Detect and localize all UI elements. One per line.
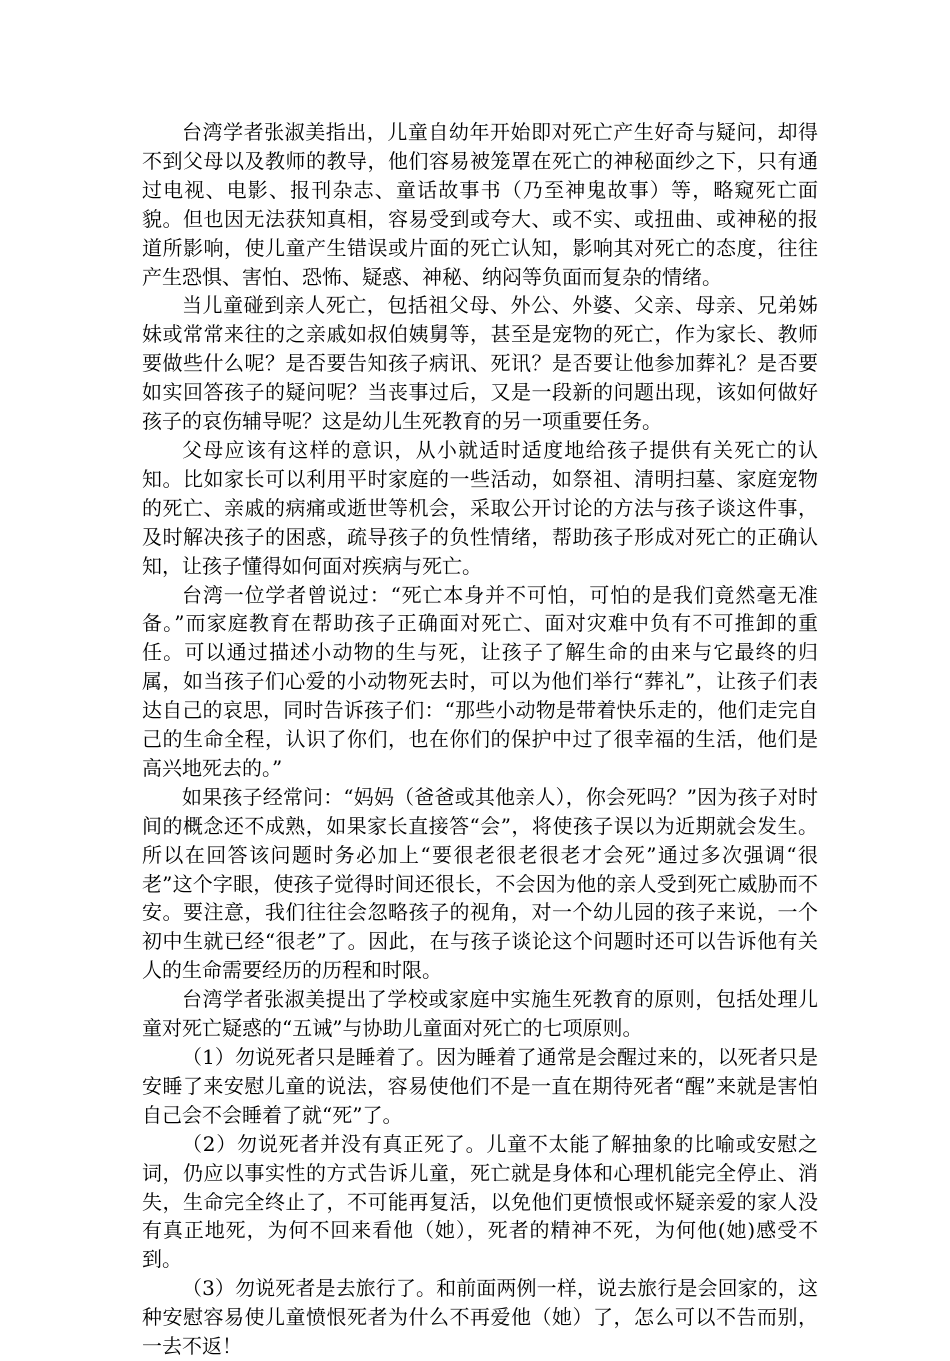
- paragraph-child-question: 如果孩子经常问：“妈妈（爸爸或其他亲人），你会死吗？”因为孩子对时间的概念还不成熟，如果家长直接答“会”，将使孩子误以为近期就会发生。所以在回答该问题时务必加上“要很老很老很老才会死”通过多次强调“很老”这个字眼，使孩子觉得时间还很长，不会因为他的亲人受到死亡威胁而不安。要注意，我们往往会忽略孩子的视角，对一个幼儿园的孩子来说，一个初中生就已经“很老”了。因此，在与孩子谈论这个问题时还可以告诉他有关人的生命需要经历的历程和时限。: [142, 784, 818, 983]
- paragraph-family-education: 台湾一位学者曾说过：“死亡本身并不可怕，可怕的是我们竟然毫无准备。”而家庭教育在帮助孩子正确面对死亡、面对灾难中负有不可推卸的重任。可以通过描述小动物的生与死，让孩子了解生命的由来与它最终的归属，如当孩子们心爱的小动物死去时，可以为他们举行“葬礼”，让孩子们表达自己的哀思，同时告诉孩子们：“那些小动物是带着快乐走的，他们走完自己的生命全程，认识了你们，也在你们的保护中过了很幸福的生活，他们是高兴地死去的。”: [142, 582, 818, 780]
- paragraph-rule-3: （3）勿说死者是去旅行了。和前面两例一样，说去旅行是会回家的，这种安慰容易使儿童愤恨死者为什么不再爱他（她）了，怎么可以不告而别，一去不返！: [142, 1276, 818, 1359]
- paragraph-principles: 台湾学者张淑美提出了学校或家庭中实施生死教育的原则，包括处理儿童对死亡疑惑的“五诫”与协助儿童面对死亡的七项原则。: [142, 987, 818, 1041]
- paragraph-relative-death: 当儿童碰到亲人死亡，包括祖父母、外公、外婆、父亲、母亲、兄弟姊妹或常常来往的之亲戚如叔伯姨舅等，甚至是宠物的死亡，作为家长、教师要做些什么呢？是否要告知孩子病讯、死讯？是否要让他参加葬礼？是否要如实回答孩子的疑问呢？当丧事过后，又是一段新的问题出现，该如何做好孩子的哀伤辅导呢？这是幼儿生死教育的另一项重要任务。: [142, 293, 818, 434]
- paragraph-rule-2: （2）勿说死者并没有真正死了。儿童不太能了解抽象的比喻或安慰之词，仍应以事实性的方式告诉儿童，死亡就是身体和心理机能完全停止、消失，生命完全终止了，不可能再复活，以免他们更愤恨或怀疑亲爱的家人没有真正地死，为何不回来看他（她），死者的精神不死，为何他(她)感受不到。: [142, 1131, 818, 1272]
- document-page: [142, 118, 818, 1361]
- paragraph-intro: 台湾学者张淑美指出，儿童自幼年开始即对死亡产生好奇与疑问，却得不到父母以及教师的教导，他们容易被笼罩在死亡的神秘面纱之下，只有通过电视、电影、报刊杂志、童话故事书（乃至神鬼故事）等，略窥死亡面貌。但也因无法获知真相，容易受到或夸大、或不实、或扭曲、或神秘的报道所影响，使儿童产生错误或片面的死亡认知，影响其对死亡的态度，往往产生恐惧、害怕、恐怖、疑惑、神秘、纳闷等负面而复杂的情绪。: [142, 120, 818, 289]
- paragraph-rule-1: （1）勿说死者只是睡着了。因为睡着了通常是会醒过来的，以死者只是安睡了来安慰儿童的说法，容易使他们不是一直在期待死者“醒”来就是害怕自己会不会睡着了就“死”了。: [142, 1045, 818, 1127]
- paragraph-parent-awareness: 父母应该有这样的意识，从小就适时适度地给孩子提供有关死亡的认知。比如家长可以利用平时家庭的一些活动，如祭祖、清明扫墓、家庭宠物的死亡、亲戚的病痛或逝世等机会，采取公开讨论的方法与孩子谈这件事，及时解决孩子的困惑，疏导孩子的负性情绪，帮助孩子形成对死亡的正确认知，让孩子懂得如何面对疾病与死亡。: [142, 437, 818, 578]
